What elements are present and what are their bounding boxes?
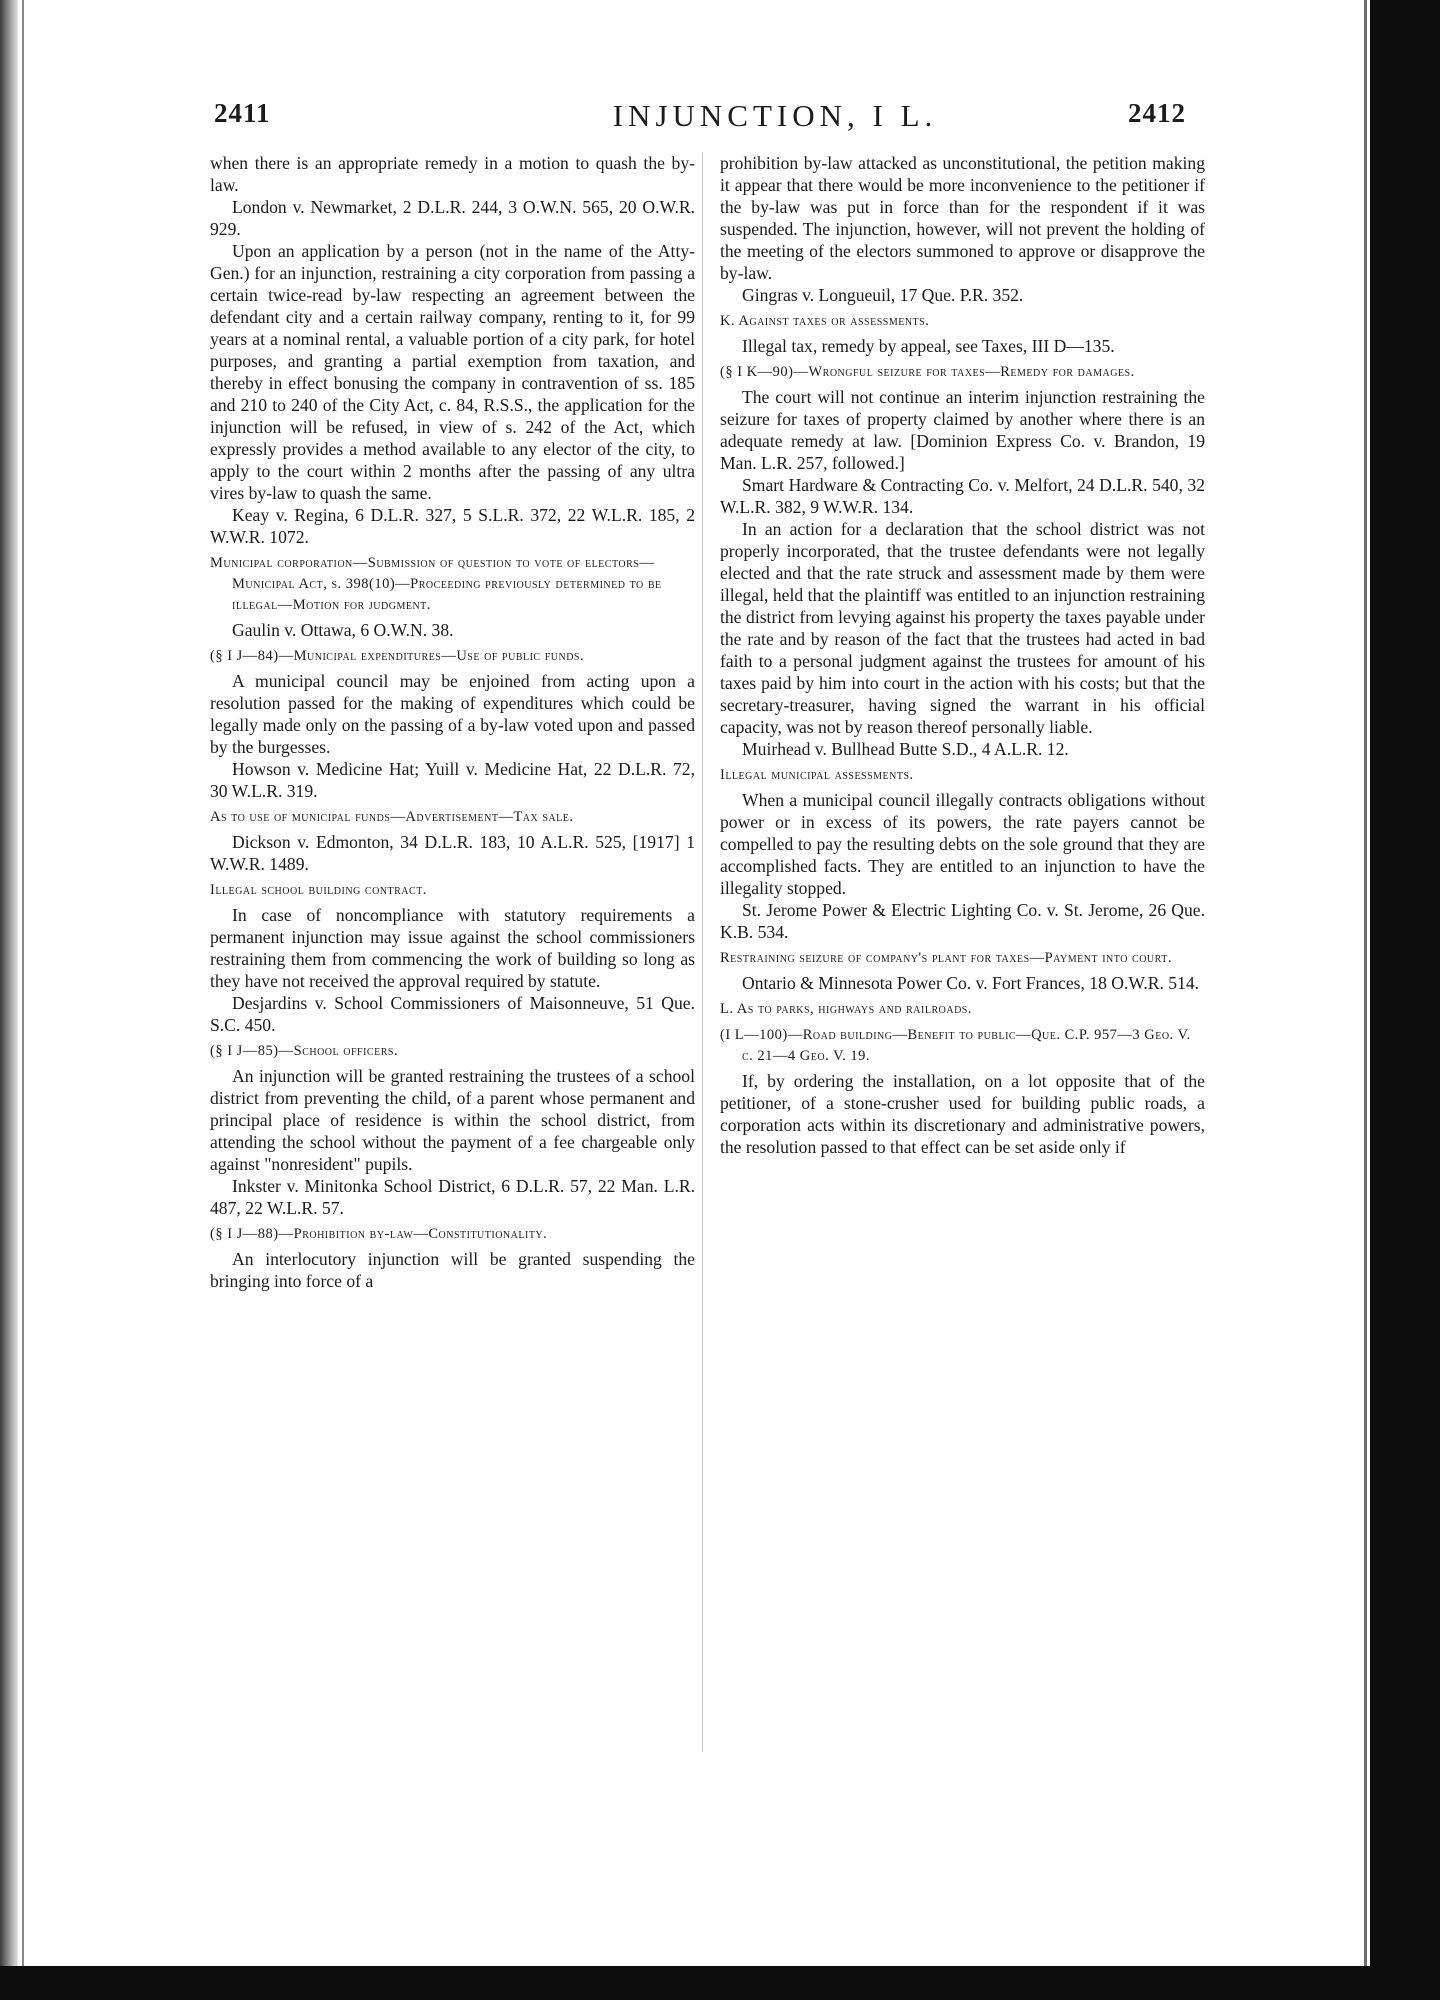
left-column xyxy=(210,152,695,1292)
paragraph: If, by ordering the installation, on a lot opposite that of the petitioner, of a stone-crusher used for building public roads, a corporation acts within its discretionary and administrative powers, the resolution passed to that effect can be set aside only if xyxy=(720,1071,1205,1157)
section-heading: As to use of municipal funds—Advertisement—Tax sale. xyxy=(210,809,574,825)
paragraph: An interlocutory injunction will be granted suspending the bringing into force of a xyxy=(210,1249,695,1291)
paragraph: St. Jerome Power & Electric Lighting Co. v. St. Jerome, 26 Que. K.B. 534. xyxy=(720,900,1205,942)
paragraph: Inkster v. Minitonka School District, 6 D.L.R. 57, 22 Man. L.R. 487, 22 W.L.R. 57. xyxy=(210,1176,695,1218)
paragraph: An injunction will be granted restraining the trustees of a school district from preventing the child, of a parent whose permanent and principal place of residence is within the school district, from attending the school without the payment of a fee chargeable only against "nonresident" pupils. xyxy=(210,1066,695,1174)
section-heading: Municipal corporation—Submission of question to vote of electors—Municipal Act, s. 398(10)—Proceeding previously determined to be illegal—Motion for judgment. xyxy=(210,555,662,613)
section-heading: (I L—100)—Road building—Benefit to public—Que. C.P. 957—3 Geo. V. c. 21—4 Geo. V. 19. xyxy=(720,1027,1191,1064)
page-number-right: 2412 xyxy=(1128,98,1186,128)
paragraph: Illegal tax, remedy by appeal, see Taxes, III D—135. xyxy=(742,336,1115,356)
paragraph: Gaulin v. Ottawa, 6 O.W.N. 38. xyxy=(232,620,454,640)
paragraph: Howson v. Medicine Hat; Yuill v. Medicine Hat, 22 D.L.R. 72, 30 W.L.R. 319. xyxy=(210,759,695,801)
scan-border-bottom xyxy=(0,1966,1440,2000)
paragraph: Desjardins v. School Commissioners of Maisonneuve, 51 Que. S.C. 450. xyxy=(210,993,695,1035)
paragraph: when there is an appropriate remedy in a motion to quash the by-law. xyxy=(210,153,695,195)
right-column xyxy=(720,152,1205,1158)
section-heading: K. Against taxes or assessments. xyxy=(720,313,930,329)
running-title: INJUNCTION, I L. xyxy=(612,98,938,133)
paragraph: London v. Newmarket, 2 D.L.R. 244, 3 O.W.N. 565, 20 O.W.R. 929. xyxy=(210,197,695,239)
paragraph: A municipal council may be enjoined from acting upon a resolution passed for the making of expenditures which could be legally made only on the passing of a by-law voted upon and passed by the burgesses. xyxy=(210,671,695,757)
scan-border-right xyxy=(1370,0,1440,2000)
section-heading: (§ I J—84)—Municipal expenditures—Use of public funds. xyxy=(210,648,585,664)
page-edge-line xyxy=(1364,0,1367,2000)
book-gutter-line xyxy=(22,0,24,2000)
paragraph: Smart Hardware & Contracting Co. v. Melfort, 24 D.L.R. 540, 32 W.L.R. 382, 9 W.W.R. 134. xyxy=(720,475,1205,517)
section-heading: (§ I J—85)—School officers. xyxy=(210,1043,399,1059)
page-number-left: 2411 xyxy=(214,98,271,128)
paragraph: When a municipal council illegally contracts obligations without power or in excess of its powers, the rate payers cannot be compelled to pay the resulting debts on the sole ground that they are accomplished facts. They are entitled to an injunction to have the illegality stopped. xyxy=(720,790,1205,898)
paragraph: Muirhead v. Bullhead Butte S.D., 4 A.L.R. 12. xyxy=(742,739,1069,759)
section-heading: Illegal municipal assessments. xyxy=(720,767,914,783)
paragraph: In case of noncompliance with statutory requirements a permanent injunction may issue against the school commissioners restraining them from commencing the work of building so long as they have not received the approval required by statute. xyxy=(210,905,695,991)
paragraph: Dickson v. Edmonton, 34 D.L.R. 183, 10 A.L.R. 525, [1917] 1 W.W.R. 1489. xyxy=(210,832,695,874)
paragraph: Gingras v. Longueuil, 17 Que. P.R. 352. xyxy=(742,285,1024,305)
section-heading: L. As to parks, highways and railroads. xyxy=(720,1001,972,1017)
paragraph: In an action for a declaration that the school district was not properly incorporated, that the trustee defendants were not legally elected and that the rate struck and assessment made by them were illegal, held that the plaintiff was entitled to an injunction restraining the district from levying against his property the taxes payable under the rate and by reason of the fact that the trustees had acted in bad faith to a personal judgment against the trustees for amount of his taxes paid by him into court in the action with his costs; but that the secretary-treasurer, having signed the warrant in his official capacity, was not by reason thereof personally liable. xyxy=(720,519,1205,737)
paragraph: Ontario & Minnesota Power Co. v. Fort Frances, 18 O.W.R. 514. xyxy=(742,973,1200,993)
section-heading: Illegal school building contract. xyxy=(210,882,427,898)
section-heading: (§ I K—90)—Wrongful seizure for taxes—Remedy for damages. xyxy=(720,364,1135,380)
paragraph: Upon an application by a person (not in the name of the Atty-Gen.) for an injunction, restraining a city corporation from passing a certain twice-read by-law respecting an agreement between the defendant city and a certain railway company, renting to it, for 99 years at a nominal rental, a valuable portion of a city park, for hotel purposes, and granting a partial exemption from taxation, and thereby in effect bonusing the company in contravention of ss. 185 and 210 to 240 of the City Act, c. 84, R.S.S., the application for the injunction will be refused, in view of s. 242 of the Act, which expressly provides a method available to any elector of the city, to apply to the court within 2 months after the passing of any ultra vires by-law to quash the same. xyxy=(210,241,695,503)
book-spine-shadow xyxy=(0,0,18,2000)
section-heading: (§ I J—88)—Prohibition by-law—Constitutionality. xyxy=(210,1226,548,1242)
column-divider xyxy=(702,152,703,1752)
paragraph: The court will not continue an interim injunction restraining the seizure for taxes of property claimed by another where there is an adequate remedy at law. [Dominion Express Co. v. Brandon, 19 Man. L.R. 257, followed.] xyxy=(720,387,1205,473)
section-heading: Restraining seizure of company's plant for taxes—Payment into court. xyxy=(720,950,1172,966)
paragraph: prohibition by-law attacked as unconstitutional, the petition making it appear that there would be more inconvenience to the petitioner if the by-law was put in force than for the respondent if it was suspended. The injunction, however, will not prevent the holding of the meeting of the electors summoned to approve or disapprove the by-law. xyxy=(720,153,1205,283)
paragraph: Keay v. Regina, 6 D.L.R. 327, 5 S.L.R. 372, 22 W.L.R. 185, 2 W.W.R. 1072. xyxy=(210,505,695,547)
